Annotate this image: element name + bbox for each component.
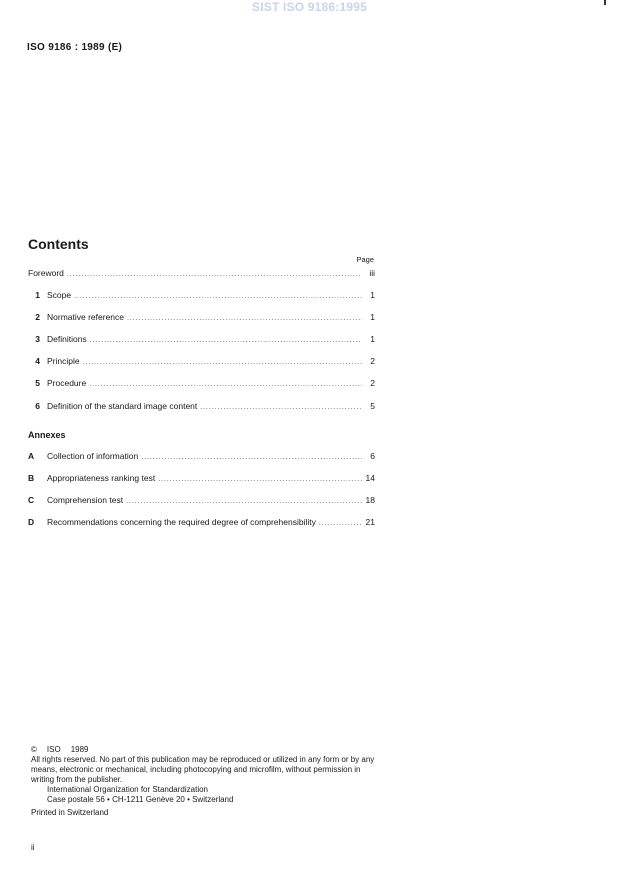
rights-text-line: All rights reserved. No part of this publication may be reproduced or utilized in any form or by any [31, 755, 375, 764]
rights-text-line: writing from the publisher. [31, 775, 123, 784]
toc-entry-clause[interactable] [28, 401, 375, 413]
document-id: ISO 9186 : 1989 (E) [27, 42, 123, 53]
toc-entry-page: iii [369, 268, 375, 278]
toc-entry-page: 5 [370, 401, 375, 411]
toc-leader-dots [319, 520, 362, 527]
toc-entry-title: Procedure [47, 378, 87, 388]
toc-entry-number: B [28, 473, 35, 483]
annexes-heading: Annexes [28, 430, 66, 440]
page-number: ii [31, 843, 35, 852]
toc-entry-page: 2 [370, 356, 375, 366]
toc-entry-clause[interactable] [28, 312, 375, 324]
printed-in: Printed in Switzerland [31, 808, 109, 817]
toc-entry-title: Recommendations concerning the required degree of comprehensibility [47, 517, 316, 527]
toc-entry-foreword[interactable] [28, 268, 375, 280]
toc-entry-title: Scope [47, 290, 72, 300]
toc-entry-title: Appropriateness ranking test [47, 473, 156, 483]
toc-entry-annex[interactable] [28, 517, 375, 529]
toc-leader-dots [141, 454, 362, 461]
toc-entry-number: 4 [35, 356, 40, 366]
toc-entry-page: 1 [370, 334, 375, 344]
toc-entry-clause[interactable] [28, 378, 375, 390]
toc-entry-page: 14 [365, 473, 375, 483]
copyright-symbol: © [31, 745, 37, 754]
rights-text-line: means, electronic or mechanical, including photocopying and microfilm, without permission in [31, 765, 361, 774]
toc-entry-title: Collection of information [47, 451, 139, 461]
toc-entry-number: 2 [35, 312, 40, 322]
copyright-line [31, 745, 379, 755]
toc-leader-dots [127, 315, 362, 322]
toc-leader-dots [200, 404, 362, 411]
watermark: SIST ISO 9186:1995 [252, 0, 367, 14]
toc-entry-title: Foreword [28, 268, 64, 278]
toc-leader-dots [90, 337, 362, 344]
address-line: Case postale 56 • CH-1211 Genève 20 • Switzerland [47, 795, 234, 804]
toc-entry-page: 1 [370, 290, 375, 300]
toc-entry-title: Definition of the standard image content [47, 401, 198, 411]
toc-entry-page: 21 [365, 517, 375, 527]
toc-leader-dots [83, 359, 362, 366]
toc-entry-annex[interactable] [28, 495, 375, 507]
toc-entry-number: A [28, 451, 35, 461]
toc-entry-page: 18 [365, 495, 375, 505]
toc-entry-number: D [28, 517, 35, 527]
copyright-block [31, 745, 379, 818]
toc-entry-title: Definitions [47, 334, 87, 344]
copyright-org: ISO [46, 745, 61, 754]
address-line: International Organization for Standardization [47, 785, 208, 794]
contents-heading: Contents [28, 236, 89, 252]
page-column-label: Page [356, 255, 374, 264]
toc-entry-annex[interactable] [28, 473, 375, 485]
toc-entry-page: 1 [370, 312, 375, 322]
toc-entry-title: Principle [47, 356, 80, 366]
toc-leader-dots [158, 476, 362, 483]
toc-entry-clause[interactable] [28, 334, 375, 346]
toc-entry-number: C [28, 495, 35, 505]
toc-entry-page: 2 [370, 378, 375, 388]
copyright-year: 1989 [70, 745, 89, 754]
toc-entry-page: 6 [370, 451, 375, 461]
toc-leader-dots [74, 293, 362, 300]
toc-entry-title: Normative reference [47, 312, 125, 322]
toc-entry-number: 1 [35, 290, 40, 300]
toc-entry-number: 5 [35, 378, 40, 388]
toc-leader-dots [67, 271, 362, 278]
toc-leader-dots [126, 498, 362, 505]
toc-entry-title: Comprehension test [47, 495, 124, 505]
toc-entry-clause[interactable] [28, 356, 375, 368]
toc-entry-annex[interactable] [28, 451, 375, 463]
toc-leader-dots [89, 381, 362, 388]
corner-mark [604, 0, 606, 5]
toc-entry-number: 6 [35, 401, 40, 411]
toc-entry-clause[interactable] [28, 290, 375, 302]
toc-entry-number: 3 [35, 334, 40, 344]
